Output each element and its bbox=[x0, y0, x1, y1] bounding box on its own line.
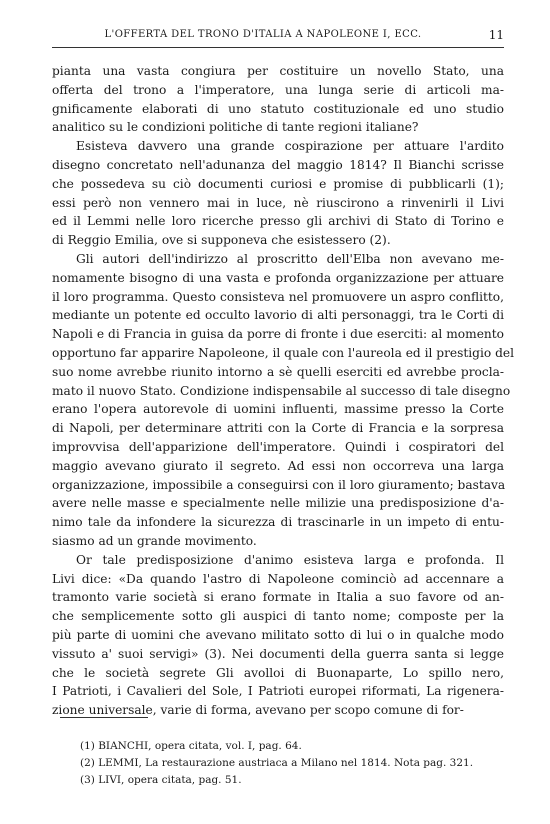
paragraph bbox=[52, 250, 514, 551]
text-line: nimo tale da infondere la sicurezza di trascinarle in un impeto di entu- bbox=[52, 515, 504, 530]
text-line: nomamente bisogno di una vasta e profonda organizzazione per attuare bbox=[52, 270, 504, 285]
text-line: improvvisa dell'apparizione dell'imperatore. Quindi i cospiratori del bbox=[52, 439, 504, 454]
text-line: Livi dice: «Da quando l'astro di Napoleone cominciò ad accennare a bbox=[52, 571, 504, 586]
text-line: mato il nuovo Stato. Condizione indispensabile al successo di tale disegno bbox=[52, 383, 511, 398]
text-line: zione universale, varie di forma, avevano per scopo comune di for- bbox=[52, 703, 464, 718]
text-line: il loro programma. Questo consisteva nel promuovere un aspro conflitto, bbox=[52, 289, 504, 304]
text-line: gnificamente elaborati di uno statuto costituzionale ed uno studio bbox=[52, 101, 504, 116]
body-text bbox=[52, 62, 514, 720]
text-line: opportuno far apparire Napoleone, il quale con l'aureola ed il prestigio del bbox=[52, 345, 514, 360]
text-line: Esisteva davvero una grande cospirazione per attuare l'ardito bbox=[76, 139, 504, 154]
text-line: pianta una vasta congiura per costituire un novello Stato, una bbox=[52, 64, 504, 78]
text-line: siasmo ad un grande movimento. bbox=[52, 533, 257, 548]
text-line: analitico su le condizioni politiche di tante regioni italiane? bbox=[52, 120, 419, 135]
text-line: essi però non vennero mai in luce, nè riuscirono a rinvenirli il Livi bbox=[52, 195, 504, 210]
text-line: offerta del trono a l'imperatore, una lunga serie di articoli ma- bbox=[52, 82, 504, 97]
text-line: più parte di uomini che avevano militato sotto di lui o in qualche modo bbox=[52, 627, 504, 642]
paragraph bbox=[52, 62, 504, 137]
text-line: Napoli e di Francia in guisa da porre di fronte i due eserciti: al momento bbox=[52, 327, 504, 342]
footnote-1: (1) BIANCHI, opera citata, vol. I, pag. 64. bbox=[80, 740, 302, 752]
text-line: che le società segrete Gli avolloi di Buonaparte, Lo spillo nero, bbox=[52, 665, 504, 680]
text-line: organizzazione, impossibile a conseguirsi con il loro giuramento; bastava bbox=[52, 477, 506, 492]
text-line: di Napoli, per determinare attriti con la Corte di Francia e la sorpresa bbox=[52, 421, 504, 436]
text-line: di Reggio Emilia, ove si supponeva che esistessero (2). bbox=[52, 233, 391, 248]
text-line: erano l'opera autorevole di uomini influenti, massime presso la Corte bbox=[52, 402, 504, 417]
text-line: Or tale predisposizione d'animo esisteva larga e profonda. Il bbox=[76, 552, 504, 567]
text-line: maggio avevano giurato il segreto. Ad essi non occorreva una larga bbox=[52, 458, 504, 473]
paragraph bbox=[52, 551, 504, 720]
footnote-separator bbox=[60, 717, 148, 718]
footnotes bbox=[80, 738, 500, 789]
text-line: I Patrioti, i Cavalieri del Sole, I Patrioti europei riformati, La rigenera- bbox=[52, 684, 504, 699]
text-line: che semplicemente sotto gli auspici di tanto nome; composte per la bbox=[52, 609, 504, 624]
text-line: suo nome avrebbe riunito intorno a sè quelli eserciti ed avrebbe procla- bbox=[52, 364, 504, 379]
text-line: che possedeva su ciò documenti curiosi e promise di pubblicarli (1); bbox=[52, 176, 504, 191]
paragraph bbox=[52, 137, 504, 250]
page-number: 11 bbox=[488, 28, 504, 42]
footnote-2: (2) LEMMI, La restaurazione austriaca a Milano nel 1814. Nota pag. 321. bbox=[80, 757, 474, 769]
text-line: disegno concretato nell'adunanza del maggio 1814? Il Bianchi scrisse bbox=[52, 157, 504, 172]
text-line: vissuto a' suoi servigi» (3). Nei documenti della guerra santa si legge bbox=[52, 646, 504, 661]
text-line: avere nelle masse e specialmente nelle milizie una predisposizione d'a- bbox=[52, 496, 504, 511]
page-header bbox=[52, 29, 504, 48]
running-head: L'OFFERTA DEL TRONO D'ITALIA A NAPOLEONE I, ECC. bbox=[104, 29, 422, 40]
text-line: Gli autori dell'indirizzo al proscritto dell'Elba non avevano me- bbox=[76, 251, 504, 266]
footnote-3: (3) LIVI, opera citata, pag. 51. bbox=[80, 774, 242, 786]
text-line: tramonto varie società si erano formate in Italia a suo favore od an- bbox=[52, 590, 504, 605]
text-line: mediante un potente ed occulto lavorio di alti personaggi, tra le Corti di bbox=[52, 308, 504, 323]
text-line: ed il Lemmi nelle loro ricerche presso gli archivi di Stato di Torino e bbox=[52, 214, 504, 229]
